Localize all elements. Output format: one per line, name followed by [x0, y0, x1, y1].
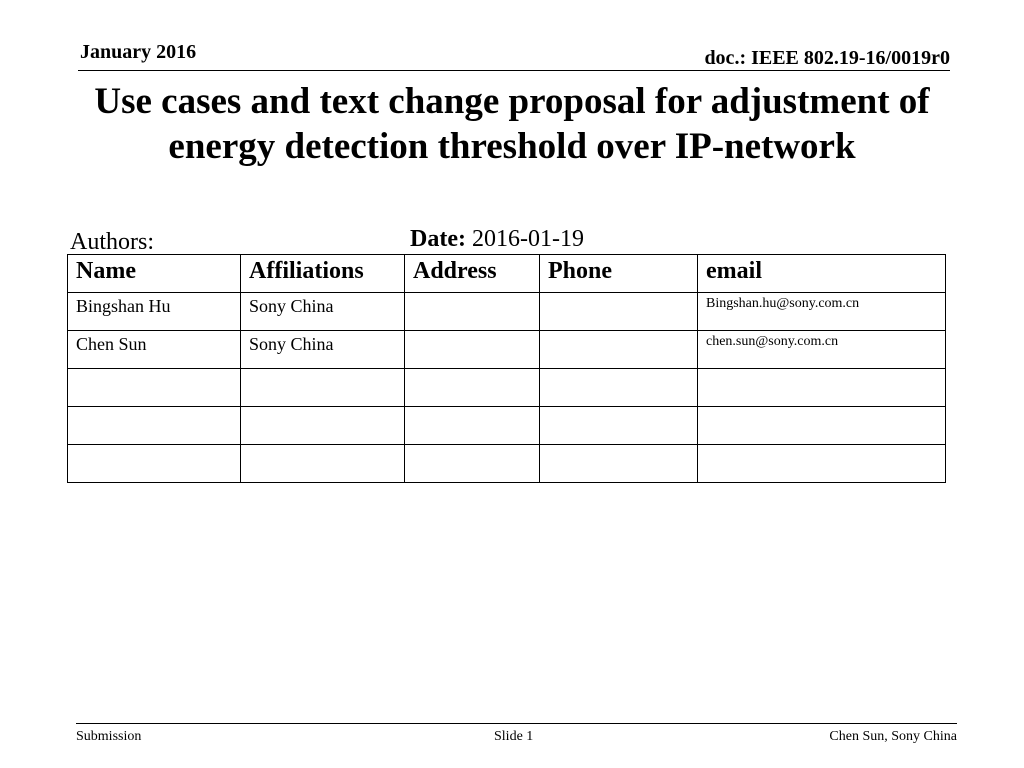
header-date: January 2016	[80, 41, 197, 63]
author-name-cell	[68, 369, 241, 407]
author-phone-cell	[540, 293, 698, 331]
author-email-cell	[698, 369, 946, 407]
author-address-cell	[405, 369, 540, 407]
author-name-cell: Chen Sun	[68, 331, 241, 369]
footer-submission: Submission	[76, 729, 142, 744]
author-address-cell	[405, 331, 540, 369]
column-header-phone: Phone	[540, 255, 698, 293]
author-phone-cell	[540, 369, 698, 407]
author-affiliation-cell: Sony China	[241, 331, 405, 369]
author-phone-cell	[540, 407, 698, 445]
footer-slide-number: Slide 1	[494, 729, 534, 744]
table-row	[68, 331, 946, 369]
author-email-cell: chen.sun@sony.com.cn	[698, 331, 946, 369]
author-name-cell: Bingshan Hu	[68, 293, 241, 331]
author-name-cell	[68, 407, 241, 445]
table-header-row	[68, 255, 946, 293]
column-header-affiliations: Affiliations	[241, 255, 405, 293]
column-header-address: Address	[405, 255, 540, 293]
date-value: 2016-01-19	[471, 226, 584, 252]
date-line	[410, 225, 584, 253]
author-email-cell	[698, 445, 946, 483]
table-row	[68, 369, 946, 407]
author-affiliation-cell: Sony China	[241, 293, 405, 331]
column-header-name: Name	[68, 255, 241, 293]
date-label: Date:	[410, 226, 466, 252]
author-phone-cell	[540, 331, 698, 369]
footer-divider	[76, 723, 957, 724]
author-email-cell: Bingshan.hu@sony.com.cn	[698, 293, 946, 331]
author-affiliation-cell	[241, 407, 405, 445]
slide-title: Use cases and text change proposal for adjustment of energy detection threshold over IP-network	[94, 81, 930, 167]
footer-author: Chen Sun, Sony China	[829, 729, 957, 744]
table-row	[68, 407, 946, 445]
author-address-cell	[405, 407, 540, 445]
table-row	[68, 445, 946, 483]
author-affiliation-cell	[241, 445, 405, 483]
author-address-cell	[405, 293, 540, 331]
author-address-cell	[405, 445, 540, 483]
column-header-email: email	[698, 255, 946, 293]
authors-label: Authors:	[70, 229, 154, 255]
author-email-cell	[698, 407, 946, 445]
author-name-cell	[68, 445, 241, 483]
header-doc-id: doc.: IEEE 802.19-16/0019r0	[704, 47, 950, 69]
table-row	[68, 293, 946, 331]
authors-table	[67, 254, 946, 483]
author-phone-cell	[540, 445, 698, 483]
header-divider	[78, 70, 950, 71]
author-affiliation-cell	[241, 369, 405, 407]
